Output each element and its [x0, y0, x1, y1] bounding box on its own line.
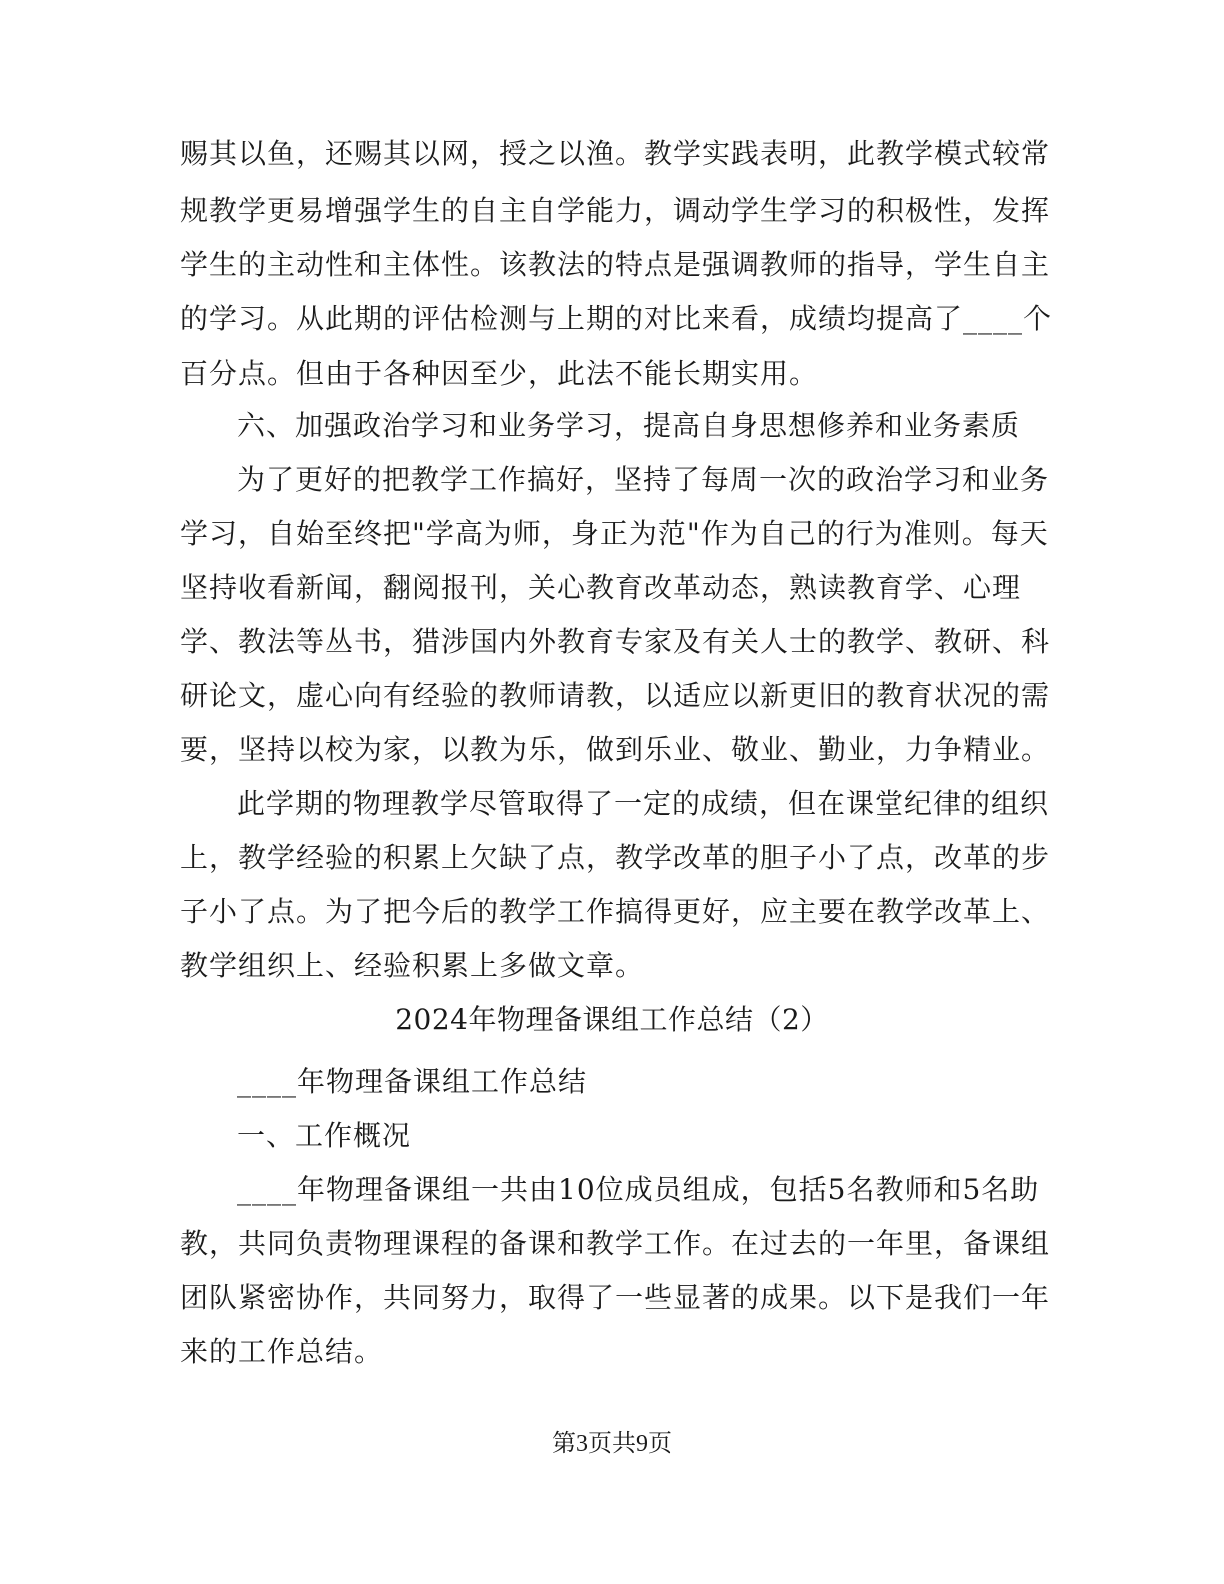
paragraph-line: 上，教学经验的积累上欠缺了点，教学改革的胆子小了点，改革的步 — [180, 841, 1051, 874]
paragraph-line: ____年物理备课组一共由10位成员组成，包括5名教师和5名助 — [237, 1173, 1040, 1206]
paragraph-line: 子小了点。为了把今后的教学工作搞得更好，应主要在教学改革上、 — [180, 895, 1051, 928]
paragraph-line: 为了更好的把教学工作搞好，坚持了每周一次的政治学习和业务 — [237, 463, 1050, 496]
section-heading: 一、工作概况 — [237, 1119, 412, 1152]
paragraph-line: 学、教法等丛书，猎涉国内外教育专家及有关人士的教学、教研、科 — [180, 625, 1051, 658]
paragraph-line: 的学习。从此期的评估检测与上期的对比来看，成绩均提高了____个 — [180, 302, 1053, 335]
paragraph-line: 此学期的物理教学尽管取得了一定的成绩，但在课堂纪律的组织 — [237, 787, 1050, 820]
section-heading: 六、加强政治学习和业务学习，提高自身思想修养和业务素质 — [237, 409, 1021, 442]
paragraph-line: 坚持收看新闻，翻阅报刊，关心教育改革动态，熟读教育学、心理 — [180, 571, 1022, 604]
paragraph-line: 学习，自始至终把"学高为师，身正为范"作为自己的行为准则。每天 — [180, 517, 1049, 550]
paragraph-line: 要，坚持以校为家，以教为乐，做到乐业、敬业、勤业，力争精业。 — [180, 733, 1051, 766]
page-number-footer: 第3页共9页 — [552, 1431, 672, 1457]
paragraph-line: 研论文，虚心向有经验的教师请教，以适应以新更旧的教育状况的需 — [180, 679, 1051, 712]
paragraph-line: 教，共同负责物理课程的备课和教学工作。在过去的一年里，备课组 — [180, 1227, 1051, 1260]
document-title: 2024年物理备课组工作总结（2） — [395, 1003, 829, 1036]
paragraph-line: 学生的主动性和主体性。该教法的特点是强调教师的指导，学生自主 — [180, 248, 1051, 281]
document-subtitle: ____年物理备课组工作总结 — [237, 1065, 588, 1098]
paragraph-line: 来的工作总结。 — [180, 1335, 384, 1368]
paragraph-line: 团队紧密协作，共同努力，取得了一些显著的成果。以下是我们一年 — [180, 1281, 1051, 1314]
paragraph-line: 规教学更易增强学生的自主自学能力，调动学生学习的积极性，发挥 — [180, 194, 1051, 227]
paragraph-line: 赐其以鱼，还赐其以网，授之以渔。教学实践表明，此教学模式较常 — [180, 137, 1051, 170]
paragraph-line: 百分点。但由于各种因至少，此法不能长期实用。 — [180, 357, 819, 390]
paragraph-line: 教学组织上、经验积累上多做文章。 — [180, 949, 645, 982]
